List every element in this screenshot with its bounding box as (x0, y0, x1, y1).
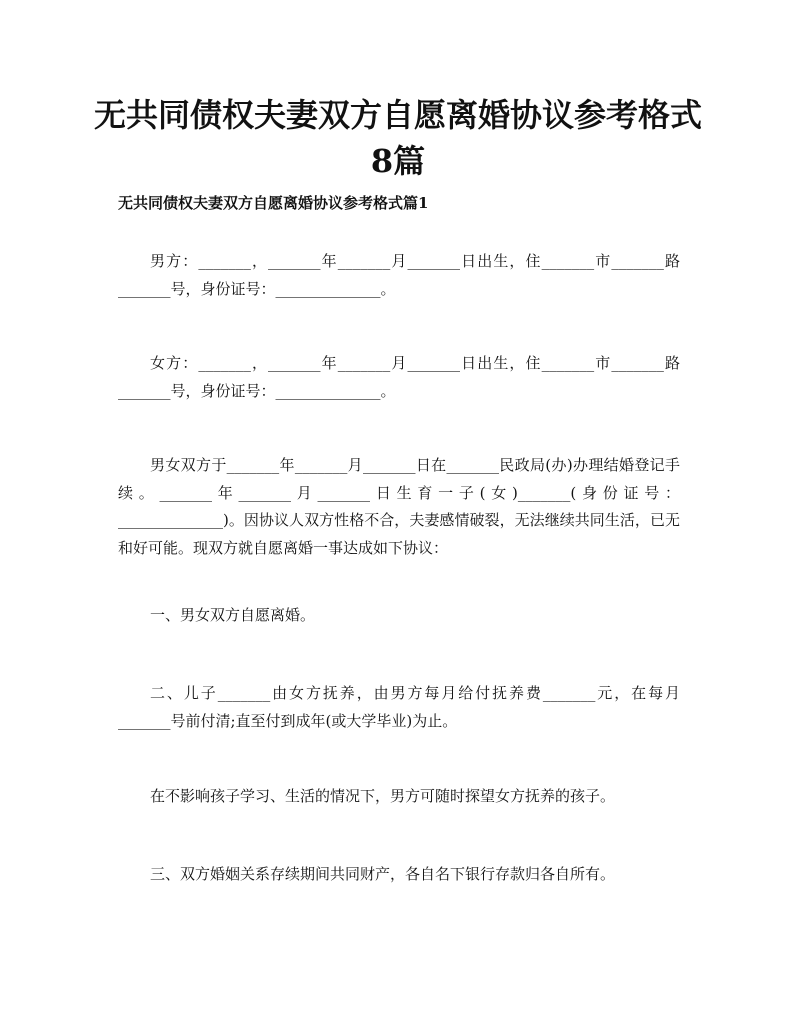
paragraph-male-party: 男方：_______，_______年_______月_______日出生，住_______市_______路_______号，身份证号：______________。 (118, 252, 680, 298)
title-line-2: 8篇 (370, 142, 426, 180)
paragraph-clause-3: 三、双方婚姻关系存续期间共同财产，各自名下银行存款归各自所有。 (150, 865, 616, 883)
paragraph-visitation: 在不影响孩子学习、生活的情况下，男方可随时探望女方抚养的孩子。 (150, 787, 616, 805)
paragraph-female-party: 女方：_______，_______年_______月_______日出生，住_______市_______路_______号，身份证号：______________。 (118, 354, 680, 400)
title-line-1: 无共同债权夫妻双方自愿离婚协议参考格式 (93, 96, 702, 134)
paragraph-clause-1: 一、男女双方自愿离婚。 (150, 606, 316, 624)
paragraph-marriage-info: 男女双方于_______年_______月_______日在_______民政局(办)办理结婚登记手续。_______年_______月_______日生育一子(女)_______(身份证号：______________)。因协议人双方性格不合，夫妻感情破裂，无法继续共同生活，已无和好可能。现双方就自愿离婚一事达成如下协议： (118, 456, 680, 557)
paragraph-clause-2: 二、儿子_______由女方抚养，由男方每月给付抚养费_______元，在每月_______号前付清;直至付到成年(或大学毕业)为止。 (118, 684, 680, 730)
section-heading: 无共同债权夫妻双方自愿离婚协议参考格式篇1 (118, 194, 429, 212)
document-title (60, 92, 736, 184)
